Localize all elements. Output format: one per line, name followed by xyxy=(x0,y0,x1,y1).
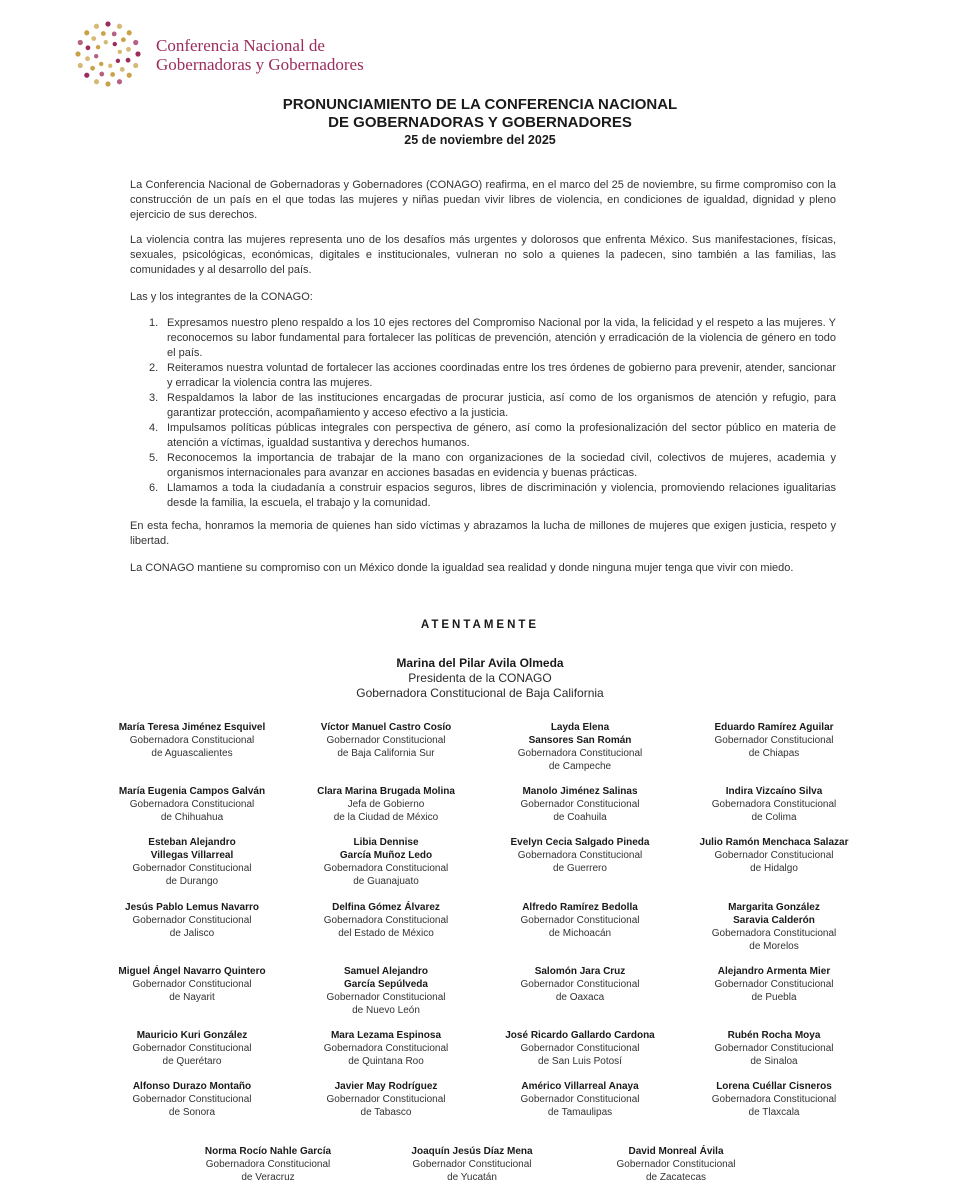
signer-role: de Tlaxcala xyxy=(748,1107,800,1118)
signer-role: de Colima xyxy=(751,812,797,823)
signature-block xyxy=(480,965,680,1004)
signer-name: Rubén Rocha Moya xyxy=(727,1030,821,1041)
signer-role: Gobernador Constitucional xyxy=(132,863,252,874)
signer-name: Lorena Cuéllar Cisneros xyxy=(716,1081,832,1092)
commitments-list xyxy=(130,316,836,511)
signer-role: de Hidalgo xyxy=(750,863,798,874)
signer-role: Gobernador Constitucional xyxy=(132,979,252,990)
list-item xyxy=(130,421,836,451)
list-item xyxy=(130,391,836,421)
signer-name: García Muñoz Ledo xyxy=(339,850,433,861)
signature-block xyxy=(674,836,874,875)
signer-role: de la Ciudad de México xyxy=(333,812,439,823)
signer-role: de Quintana Roo xyxy=(348,1056,424,1067)
signer-role: de Morelos xyxy=(749,941,799,952)
signer-role: Gobernador Constitucional xyxy=(714,735,834,746)
conago-logo xyxy=(68,14,368,94)
signature-block xyxy=(168,1145,368,1184)
signer-role: Gobernador Constitucional xyxy=(520,799,640,810)
document-title-line-2: DE GOBERNADORAS Y GOBERNADORES xyxy=(328,114,632,131)
signer-role: Gobernador Constitucional xyxy=(714,1043,834,1054)
signature-block xyxy=(92,1029,292,1068)
signer-name: Delfina Gómez Álvarez xyxy=(332,902,440,913)
list-number: 6. xyxy=(149,482,159,494)
signer-role: Gobernadora Constitucional xyxy=(323,1043,449,1054)
list-item xyxy=(130,316,836,361)
paragraph-violence: La violencia contra las mujeres representa uno de los desafíos más urgentes y dolorosos que enfrenta México. Sus manifestaciones, físicas, sexuales, psicológicas, económicas, digitales e institucionales, vulneran no solo a quienes la padecen, sino también a las familias, las comunidades y al desarrollo del país. xyxy=(130,234,836,276)
signer-role: Gobernador Constitucional xyxy=(520,979,640,990)
signer-role: de Durango xyxy=(165,876,219,887)
signature-block xyxy=(286,1029,486,1068)
signature-block xyxy=(674,1029,874,1068)
signature-block xyxy=(92,721,292,760)
signer-role: Gobernador Constitucional xyxy=(714,979,834,990)
signer-role: Gobernador Constitucional xyxy=(132,1094,252,1105)
signer-role: de Guanajuato xyxy=(353,876,419,887)
signer-name: Manolo Jiménez Salinas xyxy=(522,786,638,797)
signature-block xyxy=(480,721,680,773)
signer-role: Gobernadora Constitucional xyxy=(711,799,837,810)
signer-role: de Nuevo León xyxy=(352,1005,420,1016)
signer-role: de Aguascalientes xyxy=(151,748,233,759)
signer-role: de Coahuila xyxy=(553,812,607,823)
signer-name: Layda Elena xyxy=(550,722,610,733)
signer-role: Gobernadora Constitucional xyxy=(323,863,449,874)
signature-block xyxy=(480,785,680,824)
signer-role: Gobernadora Constitucional xyxy=(129,735,255,746)
logo-line-1: Conferencia Nacional de xyxy=(156,36,325,55)
signer-role: Gobernador Constitucional xyxy=(616,1159,736,1170)
signer-role: de Tamaulipas xyxy=(547,1107,613,1118)
signer-name: Alejandro Armenta Mier xyxy=(717,966,831,977)
logo-line-2: Gobernadoras y Gobernadores xyxy=(156,55,364,74)
signature-block xyxy=(480,1080,680,1119)
signer-role: Gobernador Constitucional xyxy=(520,915,640,926)
list-number: 4. xyxy=(149,422,159,434)
signer-name: Samuel Alejandro xyxy=(343,966,429,977)
signature-block xyxy=(286,965,486,1017)
signer-role: de Sonora xyxy=(168,1107,216,1118)
signature-block xyxy=(286,785,486,824)
signer-role: Gobernador Constitucional xyxy=(412,1159,532,1170)
signer-name: Evelyn Cecia Salgado Pineda xyxy=(510,837,650,848)
signer-role: de Jalisco xyxy=(169,928,215,939)
signature-block xyxy=(674,965,874,1004)
signer-name: Javier May Rodríguez xyxy=(334,1081,438,1092)
president-role: Presidenta de la CONAGO xyxy=(408,671,552,685)
signer-name: Norma Rocío Nahle García xyxy=(204,1146,332,1157)
signature-block xyxy=(372,1145,572,1184)
signer-role: Gobernadora Constitucional xyxy=(517,850,643,861)
signer-role: Gobernador Constitucional xyxy=(714,850,834,861)
signature-block xyxy=(92,965,292,1004)
signer-role: de Michoacán xyxy=(548,928,612,939)
signature-block xyxy=(92,901,292,940)
signer-name: María Eugenia Campos Galván xyxy=(118,786,266,797)
signer-role: de Yucatán xyxy=(447,1172,497,1183)
signature-block xyxy=(92,785,292,824)
list-text: Reconocemos la importancia de trabajar de la mano con organizaciones de la sociedad civil, colectivos de mujeres, academia y organismos internacionales para avanzar en acciones basadas en evidencia y buenas prácticas. xyxy=(167,452,836,479)
signer-role: de Guerrero xyxy=(553,863,607,874)
signer-role: de Querétaro xyxy=(162,1056,222,1067)
document-header xyxy=(0,96,960,148)
signature-block xyxy=(286,836,486,888)
signer-role: de Zacatecas xyxy=(645,1172,707,1183)
signer-name: David Monreal Ávila xyxy=(628,1146,724,1157)
signer-role: de Puebla xyxy=(751,992,797,1003)
signer-role: Gobernador Constitucional xyxy=(520,1094,640,1105)
president-signature xyxy=(0,656,960,701)
signer-role: de Baja California Sur xyxy=(337,748,435,759)
list-item xyxy=(130,451,836,481)
signature-block xyxy=(92,1080,292,1119)
signer-role: Jefa de Gobierno xyxy=(347,799,425,810)
signature-block xyxy=(674,785,874,824)
signer-role: Gobernador Constitucional xyxy=(132,915,252,926)
signature-block xyxy=(286,1080,486,1119)
signer-role: de Chihuahua xyxy=(160,812,224,823)
signer-role: del Estado de México xyxy=(338,928,434,939)
signer-role: de Nayarit xyxy=(169,992,215,1003)
document-date: 25 de noviembre del 2025 xyxy=(404,133,556,147)
list-number: 3. xyxy=(149,392,159,404)
signer-role: Gobernador Constitucional xyxy=(520,1043,640,1054)
signer-role: de Oaxaca xyxy=(555,992,605,1003)
paragraph-members: Las y los integrantes de la CONAGO: xyxy=(130,291,313,303)
signer-name: Joaquín Jesús Díaz Mena xyxy=(411,1146,533,1157)
president-office: Gobernadora Constitucional de Baja California xyxy=(356,686,604,700)
signer-role: Gobernadora Constitucional xyxy=(323,915,449,926)
list-item xyxy=(130,481,836,511)
signer-name: Víctor Manuel Castro Cosío xyxy=(320,722,452,733)
signer-name: Clara Marina Brugada Molina xyxy=(317,786,455,797)
signer-name: Miguel Ángel Navarro Quintero xyxy=(118,966,266,977)
signer-name: Libia Dennise xyxy=(353,837,419,848)
signature-block xyxy=(480,836,680,875)
signer-role: de San Luis Potosí xyxy=(538,1056,622,1067)
paragraph-memory: En esta fecha, honramos la memoria de quienes han sido víctimas y abrazamos la lucha de millones de mujeres que exigen justicia, respeto y libertad. xyxy=(130,520,836,547)
signer-name: Américo Villarreal Anaya xyxy=(521,1081,639,1092)
signer-role: Gobernador Constitucional xyxy=(132,1043,252,1054)
signer-name: Indira Vizcaíno Silva xyxy=(725,786,823,797)
signer-role: de Tabasco xyxy=(360,1107,412,1118)
signer-name: José Ricardo Gallardo Cardona xyxy=(505,1030,655,1041)
signature-block xyxy=(92,836,292,888)
signature-block xyxy=(480,1029,680,1068)
signer-name: Salomón Jara Cruz xyxy=(534,966,626,977)
signer-role: Gobernadora Constitucional xyxy=(129,799,255,810)
list-text: Reiteramos nuestra voluntad de fortalecer las acciones coordinadas entre los tres órdenes de gobierno para prevenir, atender, sancionar y erradicar la violencia contra las mujeres. xyxy=(167,362,836,389)
signature-block xyxy=(480,901,680,940)
list-text: Impulsamos políticas públicas integrales con perspectiva de género, así como la profesionalización del sector público en materia de atención a víctimas, igualdad sustantiva y derechos humanos. xyxy=(167,422,836,449)
signer-name: María Teresa Jiménez Esquivel xyxy=(118,722,266,733)
signer-name: Esteban Alejandro xyxy=(148,837,236,848)
signer-name: Villegas Villarreal xyxy=(150,850,234,861)
list-number: 2. xyxy=(149,362,159,374)
signature-block xyxy=(576,1145,776,1184)
signer-name: Mauricio Kuri González xyxy=(136,1030,248,1041)
signer-name: Sansores San Román xyxy=(528,735,632,746)
signature-block xyxy=(286,721,486,760)
list-text: Llamamos a toda la ciudadanía a construir espacios seguros, libres de discriminación y violencia, promoviendo relaciones igualitarias desde la familia, la escuela, el trabajo y la comunidad. xyxy=(167,482,836,509)
list-text: Expresamos nuestro pleno respaldo a los 10 ejes rectores del Compromiso Nacional por la vida, la felicidad y el respeto a las mujeres. Y reconocemos su labor fundamental para fortalecer las políticas de prevención, atención y erradicación de la violencia de género en todo el país. xyxy=(167,317,836,359)
list-number: 1. xyxy=(149,317,159,329)
signer-name: Saravia Calderón xyxy=(733,915,815,926)
signer-role: Gobernadora Constitucional xyxy=(205,1159,331,1170)
closing-heading: ATENTAMENTE xyxy=(420,619,540,631)
conago-emblem-icon xyxy=(68,14,148,94)
signature-block xyxy=(674,721,874,760)
signature-block xyxy=(286,901,486,940)
list-text: Respaldamos la labor de las instituciones encargadas de procurar justicia, así como de los organismos de atención y refugio, para garantizar protección, acompañamiento y acceso efectivo a la justicia. xyxy=(167,392,836,419)
signature-block xyxy=(674,901,874,953)
signer-role: de Campeche xyxy=(548,761,612,772)
signer-role: Gobernadora Constitucional xyxy=(517,748,643,759)
list-item xyxy=(130,361,836,391)
signer-name: Mara Lezama Espinosa xyxy=(330,1030,442,1041)
signer-name: Julio Ramón Menchaca Salazar xyxy=(699,837,849,848)
signer-name: Margarita González xyxy=(728,902,820,913)
paragraph-intro: La Conferencia Nacional de Gobernadoras y Gobernadores (CONAGO) reafirma, en el marco del 25 de noviembre, su firme compromiso con la construcción de un país en el que todas las mujeres y niñas puedan vivir libres de violencia, en condiciones de igualdad, dignidad y pleno ejercicio de sus derechos. xyxy=(130,179,836,221)
paragraph-commitment: La CONAGO mantiene su compromiso con un México donde la igualdad sea realidad y donde ninguna mujer tenga que vivir con miedo. xyxy=(130,562,794,574)
signer-name: Alfredo Ramírez Bedolla xyxy=(522,902,638,913)
signer-role: Gobernadora Constitucional xyxy=(711,1094,837,1105)
signer-name: Alfonso Durazo Montaño xyxy=(132,1081,252,1092)
president-name: Marina del Pilar Avila Olmeda xyxy=(396,656,564,670)
list-number: 5. xyxy=(149,452,159,464)
signer-role: de Sinaloa xyxy=(750,1056,798,1067)
signer-role: de Chiapas xyxy=(748,748,800,759)
signer-name: García Sepúlveda xyxy=(344,979,428,990)
signer-name: Jesús Pablo Lemus Navarro xyxy=(125,902,259,913)
signer-name: Eduardo Ramírez Aguilar xyxy=(714,722,834,733)
signer-role: Gobernador Constitucional xyxy=(326,1094,446,1105)
signer-role: de Veracruz xyxy=(241,1172,295,1183)
logo-text xyxy=(156,36,364,74)
signer-role: Gobernador Constitucional xyxy=(326,735,446,746)
signature-block xyxy=(674,1080,874,1119)
signer-role: Gobernador Constitucional xyxy=(326,992,446,1003)
signer-role: Gobernadora Constitucional xyxy=(711,928,837,939)
document-title-line-1: PRONUNCIAMIENTO DE LA CONFERENCIA NACIONAL xyxy=(282,96,678,113)
